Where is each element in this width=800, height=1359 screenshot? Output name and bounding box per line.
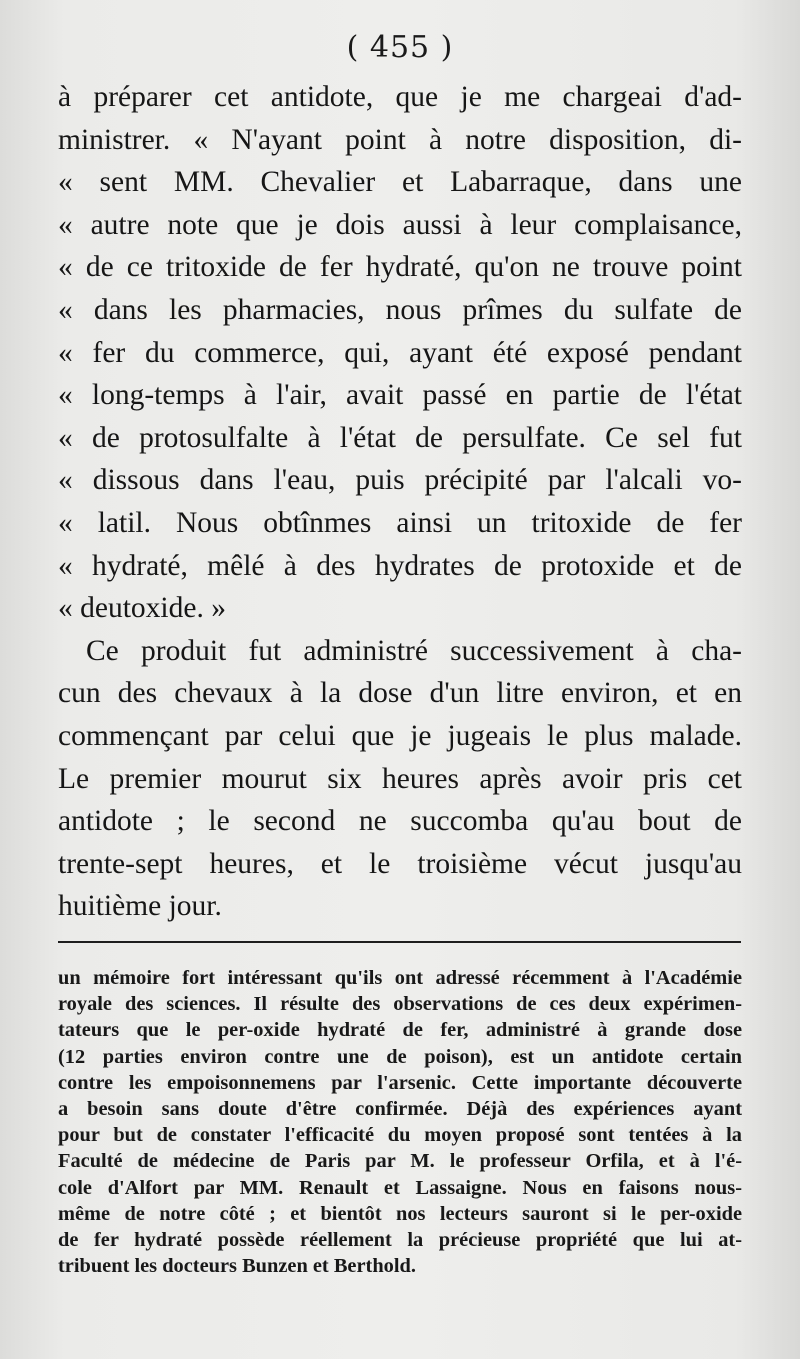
text-line: trente-sept heures, et le troisième vécut jusqu'au <box>58 847 742 880</box>
footnote-line: contre les empoisonnemens par l'arsenic. Cette importante découverte <box>58 1071 742 1094</box>
text-line: à préparer cet antidote, que je me chargeai d'ad- <box>58 81 742 113</box>
text-line: « deutoxide. » <box>58 592 226 625</box>
footnote-line: pour but de constater l'efficacité du moyen proposé sont tentées à la <box>58 1124 742 1147</box>
text-line: « dans les pharmacies, nous prîmes du sulfate de <box>58 293 742 326</box>
text-line: huitième jour. <box>58 890 222 923</box>
footnote-line: un mémoire fort intéressant qu'ils ont adressé récemment à l'Académie <box>58 967 742 989</box>
text-line: Le premier mourut six heures après avoir pris cet <box>58 762 742 795</box>
text-line: commençant par celui que je jugeais le plus malade. <box>58 719 742 752</box>
footnote-line: (12 parties environ contre une de poison), est un antidote certain <box>58 1045 742 1068</box>
page-number: ( 455 ) <box>346 30 454 65</box>
text-line: « autre note que je dois aussi à leur complaisance, <box>58 208 742 241</box>
footnote <box>58 965 742 1279</box>
text-line: « latil. Nous obtînmes ainsi un tritoxide de fer <box>58 506 742 539</box>
text-line: « fer du commerce, qui, ayant été exposé pendant <box>58 336 742 369</box>
text-line: ministrer. « N'ayant point à notre disposition, di- <box>58 123 742 156</box>
text-line: Ce produit fut administré successivement à cha- <box>86 634 742 667</box>
text-line: « dissous dans l'eau, puis précipité par l'alcali vo- <box>58 464 742 497</box>
text-line: « hydraté, mêlé à des hydrates de protoxide et de <box>58 549 742 582</box>
footnote-line: de fer hydraté possède réellement la précieuse propriété que lui at- <box>58 1229 742 1252</box>
main-text <box>58 76 742 928</box>
text-line: « sent MM. Chevalier et Labarraque, dans une <box>58 166 742 199</box>
footnote-line: même de notre côté ; et bientôt nos lecteurs sauront si le per-oxide <box>58 1202 742 1225</box>
footnote-divider <box>58 941 741 943</box>
footnote-line: tateurs que le per-oxide hydraté de fer, administré à grande dose <box>58 1019 742 1042</box>
footnote-line: Faculté de médecine de Paris par M. le professeur Orfila, et à l'é- <box>58 1150 742 1173</box>
text-line: « long-temps à l'air, avait passé en partie de l'état <box>58 379 742 412</box>
footnote-line: a besoin sans doute d'être confirmée. Déjà des expériences ayant <box>58 1098 742 1121</box>
text-line: « de ce tritoxide de fer hydraté, qu'on ne trouve point <box>58 251 742 284</box>
text-line: antidote ; le second ne succomba qu'au bout de <box>58 805 742 838</box>
footnote-line: tribuent les docteurs Bunzen et Berthold. <box>58 1255 416 1278</box>
text-line: « de protosulfalte à l'état de persulfate. Ce sel fut <box>58 421 742 454</box>
text-line: cun des chevaux à la dose d'un litre environ, et en <box>58 677 742 710</box>
footnote-line: royale des sciences. Il résulte des observations de ces deux expérimen- <box>58 993 742 1016</box>
footnote-line: cole d'Alfort par MM. Renault et Lassaigne. Nous en faisons nous- <box>58 1176 742 1199</box>
